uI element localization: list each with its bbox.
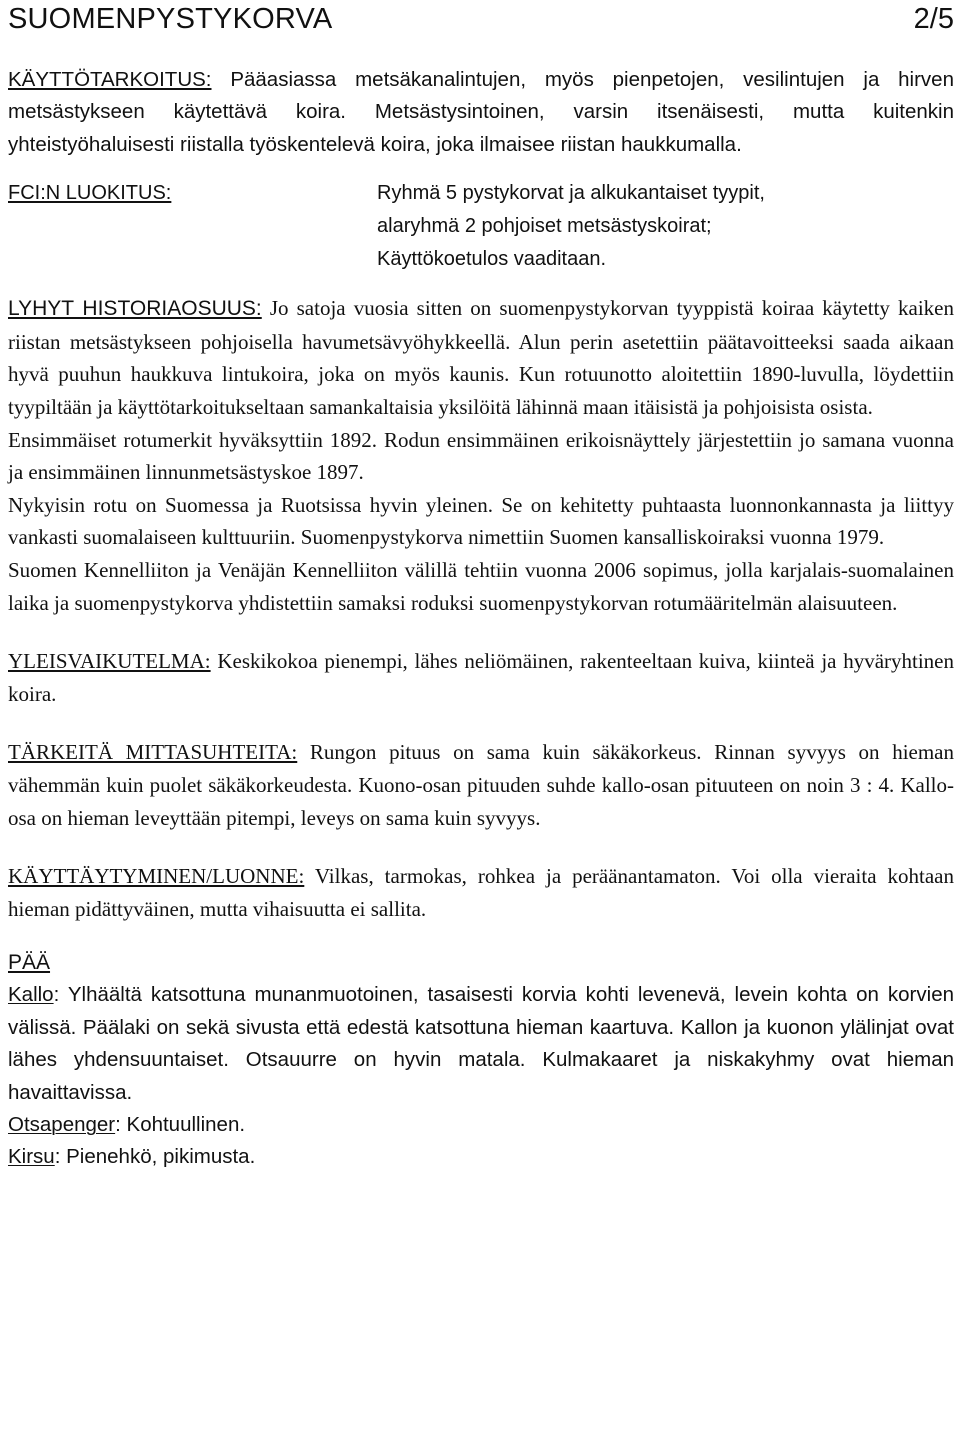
skull-label: Kallo <box>8 983 54 1007</box>
behaviour-text: Vilkas, tarmokas, rohkea ja peräänantamaton. Voi olla vieraita kohtaan hieman pidättyväinen, mutta vihaisuutta ei sallita. <box>8 864 954 921</box>
page-header <box>8 0 954 40</box>
general-heading: YLEISVAIKUTELMA: <box>8 649 211 674</box>
proportions-text: Rungon pituus on sama kuin säkäkorkeus. Rinnan syvyys on hieman vähemmän kuin puolet säkäkorkeudesta. Kuono-osan pituuden suhde kallo-osan pituuteen on noin 3 : 4. Kallo-osa on hieman leveyttään pitempi, leveys on sama kuin syvyys. <box>8 740 954 830</box>
history-heading: LYHYT HISTORIAOSUUS: <box>8 297 262 321</box>
fci-line: Käyttökoetulos vaaditaan. <box>377 248 607 271</box>
fci-section <box>8 177 954 276</box>
stop-paragraph <box>8 1109 954 1141</box>
nose-label: Kirsu <box>8 1145 55 1169</box>
stop-label: Otsapenger <box>8 1112 116 1136</box>
behaviour-heading: KÄYTTÄYTYMINEN/LUONNE: <box>8 864 305 889</box>
fci-line: Ryhmä 5 pystykorvat ja alkukantaiset tyypit, <box>377 182 765 205</box>
nose-paragraph <box>8 1141 954 1173</box>
fci-heading: FCI:N LUOKITUS: <box>8 182 172 205</box>
purpose-section <box>8 64 954 161</box>
skull-text: : Ylhäältä katsottuna munanmuotoinen, tasaisesti korvia kohti levenevä, levein kohta on korvien välissä. Päälaki on sekä sivusta että edestä katsottuna hieman kaartuva. Kallon ja kuonon ylälinjat ovat lähes yhdensuuntaiset. Otsauurre on hyvin matala. Kulmakaaret ja niskakyhmy ovat hieman havaittavissa. <box>8 983 954 1104</box>
head-heading: PÄÄ <box>8 951 51 975</box>
proportions-section <box>8 736 954 834</box>
nose-text: : Pienehkö, pikimusta. <box>54 1145 256 1169</box>
breed-title: SUOMENPYSTYKORVA <box>8 3 333 35</box>
purpose-text: Pääasiassa metsäkanalintujen, myös pienpetojen, vesilintujen ja hirven metsästykseen käytettävä koira. Metsästysintoinen, varsin itsenäisesti, mutta kuitenkin yhteistyöhaluisesti riistalla työskentelevä koira, joka ilmaisee riistan haukkumalla. <box>8 68 954 156</box>
document-page <box>8 0 954 1174</box>
history-paragraph: Suomen Kennelliiton ja Venäjän Kennelliiton välillä tehtiin vuonna 2006 sopimus, jolla karjalais-suomalainen laika ja suomenpystykorva yhdistettiin samaksi roduksi suomenpystykorvan rotumääritelmän alaisuuteen. <box>8 557 954 615</box>
history-section <box>8 292 954 619</box>
fci-classification <box>377 177 917 276</box>
history-paragraph: Nykyisin rotu on Suomessa ja Ruotsissa hyvin yleinen. Se on kehitetty puhtaasta luonnonkannasta ja liittyy vankasti suomalaiseen kulttuuriin. Suomenpystykorva nimettiin Suomen kansalliskoiraksi vuonna 1979. <box>8 492 954 550</box>
proportions-heading: TÄRKEITÄ MITTASUHTEITA: <box>8 740 298 765</box>
head-section <box>8 979 954 1173</box>
skull-paragraph <box>8 979 954 1109</box>
history-paragraph: Ensimmäiset rotumerkit hyväksyttiin 1892. Rodun ensimmäinen erikoisnäyttely järjestettiin jo samana vuonna ja ensimmäinen linnunmetsästyskoe 1897. <box>8 427 954 485</box>
fci-line: alaryhmä 2 pohjoiset metsästyskoirat; <box>377 215 712 238</box>
history-paragraph <box>8 292 954 423</box>
behaviour-section <box>8 860 954 925</box>
history-intro: Jo satoja vuosia sitten on suomenpystykorvan tyyppistä koiraa käytetty kaiken riistan metsästykseen pohjoisella havumetsävyöhykkeellä. Alun perin asetettiin päätavoitteeksi saada aikaan hyvä puuhun haukkuva lintukoira, joka on myös kaunis. Kun rotuunotto aloitettiin 1890-luvulla, löydettiin tyypiltään ja käyttötarkoitukseltaan samankaltaisia yksilöitä lähinnä maan itäisistä ja pohjoisista osista. <box>8 296 954 419</box>
stop-text: : Kohtuullinen. <box>115 1112 246 1136</box>
general-appearance-section <box>8 645 954 710</box>
head-section-title <box>8 947 954 979</box>
page-number: 2/5 <box>913 3 954 35</box>
purpose-heading: KÄYTTÖTARKOITUS: <box>8 68 212 91</box>
general-text: Keskikokoa pienempi, lähes neliömäinen, rakenteeltaan kuiva, kiinteä ja hyväryhtinen koira. <box>8 649 955 706</box>
